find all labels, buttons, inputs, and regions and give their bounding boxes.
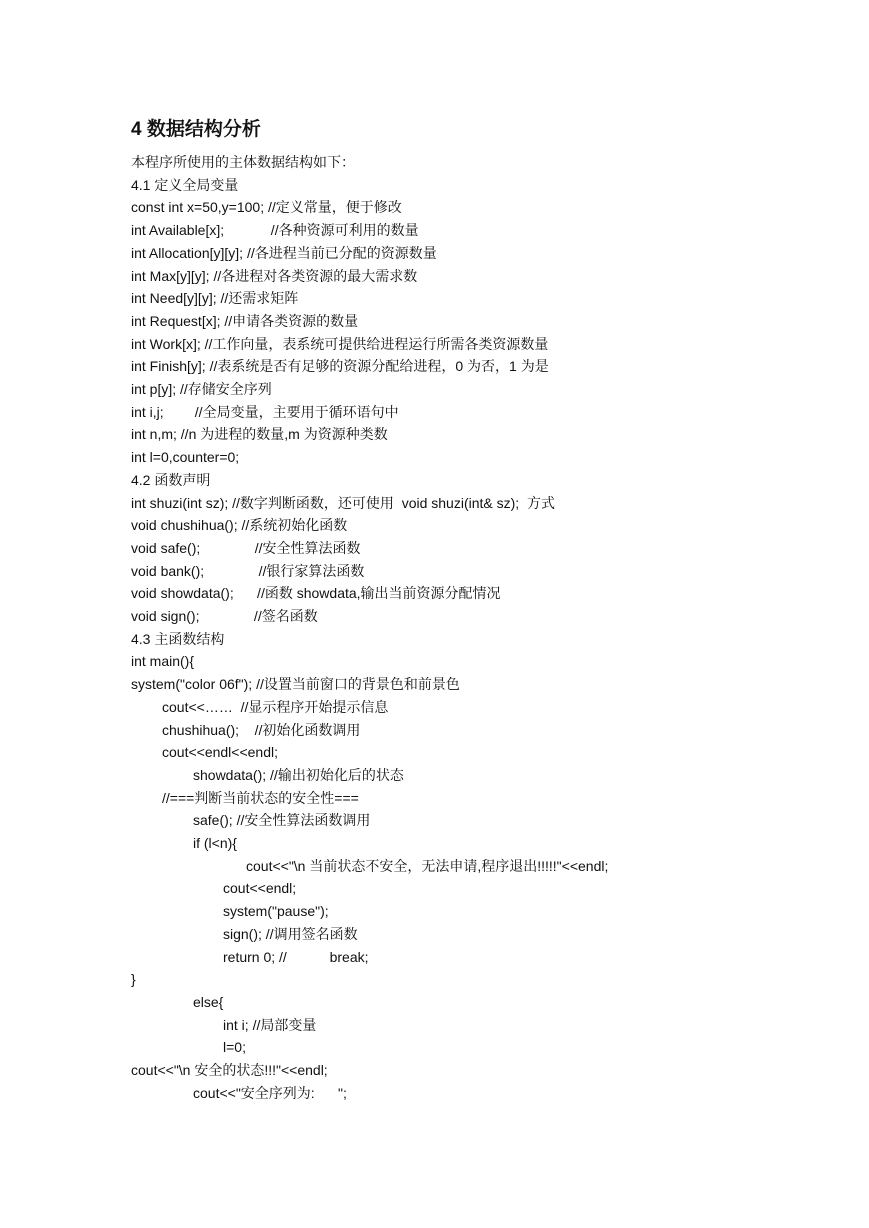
- code-line: if (l<n){: [193, 835, 237, 851]
- code-line: //===判断当前状态的安全性===: [162, 789, 359, 806]
- code-line: chushihua(); //初始化函数调用: [162, 721, 361, 738]
- code-line: int shuzi(int sz); //数字判断函数，还可使用 void shuzi(int& sz); 方式: [131, 494, 555, 511]
- code-line: int Work[x]; //工作向量，表系统可提供给进程运行所需各类资源数量: [131, 335, 549, 352]
- code-line: system("pause");: [223, 903, 329, 920]
- code-line: else{: [193, 993, 224, 1010]
- code-line: showdata(); //输出初始化后的状态: [193, 766, 404, 783]
- code-line: 本程序所使用的主体数据结构如下：: [131, 154, 355, 170]
- code-line: cout<<"\n 安全的状态!!!"<<endl;: [131, 1062, 328, 1078]
- code-line: cout<<endl<<endl;: [162, 744, 278, 761]
- code-line: int Max[y][y]; //各进程对各类资源的最大需求数: [131, 267, 418, 284]
- code-line: int i; //局部变量: [223, 1016, 317, 1033]
- code-line: sign(); //调用签名函数: [223, 925, 358, 942]
- code-line: 4.3 主函数结构: [131, 630, 225, 647]
- code-line: 4.2 函数声明: [131, 471, 211, 488]
- code-line: void sign(); //签名函数: [131, 608, 318, 624]
- code-line: int n,m; //n 为进程的数量,m 为资源种类数: [131, 426, 388, 443]
- code-line: int p[y]; //存储安全序列: [131, 381, 272, 397]
- code-line: system("color 06f"); //设置当前窗口的背景色和前景色: [131, 676, 460, 693]
- code-line: int Request[x]; //申请各类资源的数量: [131, 312, 359, 329]
- code-line: int main(){: [131, 653, 195, 670]
- code-line: cout<<…… //显示程序开始提示信息: [162, 698, 389, 715]
- code-line: void showdata(); //函数 showdata,输出当前资源分配情况: [131, 585, 501, 602]
- code-line: int Allocation[y][y]; //各进程当前已分配的资源数量: [131, 244, 437, 261]
- code-line: void bank(); //银行家算法函数: [131, 562, 365, 579]
- code-line: int Finish[y]; //表系统是否有足够的资源分配给进程，0 为否，1 为是: [131, 358, 549, 375]
- code-line: const int x=50,y=100; //定义常量，便于修改: [131, 199, 402, 216]
- code-line: 4.1 定义全局变量: [131, 176, 239, 193]
- section-heading: 4 数据结构分析: [131, 119, 261, 140]
- code-line: cout<<"安全序列为: ";: [193, 1084, 347, 1101]
- code-line: safe(); //安全性算法函数调用: [193, 812, 371, 829]
- code-line: int i,j; //全局变量，主要用于循环语句中: [131, 403, 399, 420]
- code-line: l=0;: [223, 1039, 246, 1056]
- code-line: cout<<endl;: [223, 880, 297, 897]
- code-line: int Need[y][y]; //还需求矩阵: [131, 290, 299, 307]
- code-line: cout<<"\n 当前状态不安全，无法申请,程序退出!!!!!"<<endl;: [246, 857, 609, 874]
- code-line: }: [131, 971, 136, 988]
- code-line: void chushihua(); //系统初始化函数: [131, 517, 348, 534]
- code-line: return 0; // break;: [223, 948, 369, 965]
- code-line: void safe(); //安全性算法函数: [131, 539, 361, 556]
- code-line: int l=0,counter=0;: [131, 449, 240, 466]
- code-line: int Available[x]; //各种资源可利用的数量: [131, 222, 419, 239]
